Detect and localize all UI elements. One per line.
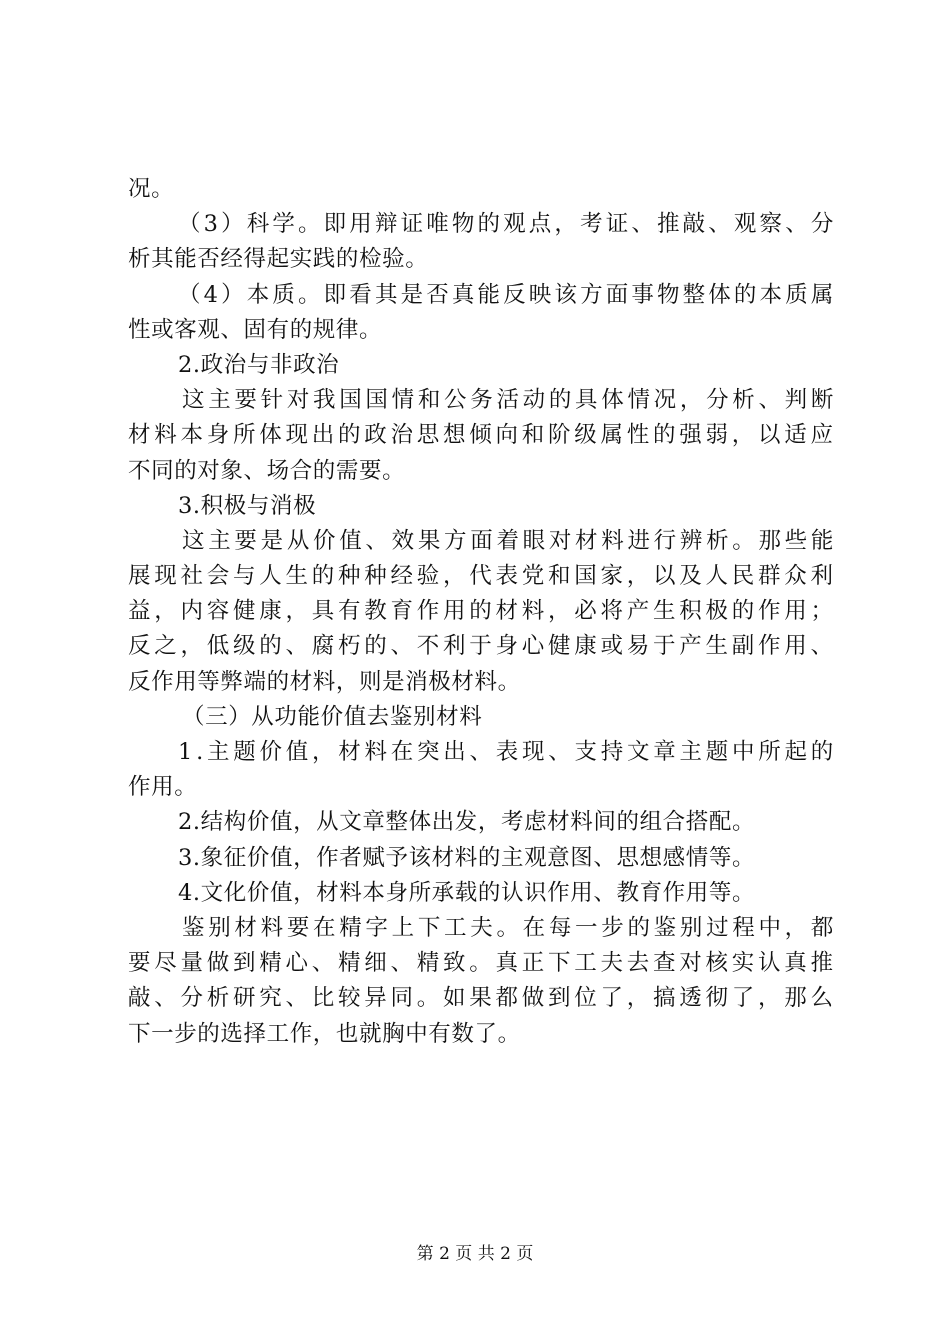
section-heading: 2.政治与非政治 bbox=[178, 351, 340, 378]
text-line: 下一步的选择工作，也就胸中有数了。 bbox=[128, 1020, 521, 1047]
text-line: 析其能否经得起实践的检验。 bbox=[128, 246, 429, 273]
section-heading: （三）从功能价值去鉴别材料 bbox=[182, 703, 483, 730]
text-line: 材 料 本 身 所 体 现 出 的 政 治 思 想 倾 向 和 阶 级 属 性 的 强 弱 ， 以 适 应 bbox=[128, 422, 834, 449]
text-line: 况。 bbox=[128, 176, 175, 202]
document-body bbox=[128, 172, 834, 1052]
text-line: 这 主 要 针 对 我 国 国 情 和 公 务 活 动 的 具 体 情 况 ， 分 析 、 判 断 bbox=[182, 387, 834, 414]
text-line: 性或客观、固有的规律。 bbox=[128, 316, 383, 343]
text-line: 鉴 别 材 料 要 在 精 字 上 下 工 夫 。 在 每 一 步 的 鉴 别 过 程 中 ， 都 bbox=[182, 914, 834, 941]
text-line: 4.文化价值，材料本身所承载的认识作用、教育作用等。 bbox=[178, 879, 756, 906]
page-footer: 第 2 页 共 2 页 bbox=[416, 1244, 534, 1264]
text-line: 敲 、 分 析 研 究 、 比 较 异 同 。 如 果 都 做 到 位 了 ， 搞 透 彻 了 ， 那 么 bbox=[128, 985, 834, 1012]
text-line: 作用。 bbox=[128, 774, 198, 801]
text-line: 展 现 社 会 与 人 生 的 种 种 经 验 ， 代 表 党 和 国 家 ， 以 及 人 民 群 众 利 bbox=[128, 563, 834, 590]
text-line: 要 尽 量 做 到 精 心 、 精 细 、 精 致 。 真 正 下 工 夫 去 查 对 核 实 认 真 推 bbox=[128, 950, 834, 977]
text-line: （ 3 ） 科 学 。 即 用 辩 证 唯 物 的 观 点 ， 考 证 、 推 敲 、 观 察 、 分 bbox=[178, 211, 834, 238]
text-line: （ 4 ） 本 质 。 即 看 其 是 否 真 能 反 映 该 方 面 事 物 整 体 的 本 质 属 bbox=[178, 281, 834, 308]
text-line: 1 . 主 题 价 值 ， 材 料 在 突 出 、 表 现 、 支 持 文 章 主 题 中 所 起 的 bbox=[178, 739, 834, 765]
text-line: 2.结构价值，从文章整体出发，考虑材料间的组合搭配。 bbox=[178, 809, 756, 836]
text-line: 反 之 ， 低 级 的 、 腐 朽 的 、 不 利 于 身 心 健 康 或 易 于 产 生 副 作 用 、 bbox=[128, 633, 834, 660]
text-line: 不同的对象、场合的需要。 bbox=[128, 457, 406, 484]
text-line: 3.象征价值，作者赋予该材料的主观意图、思想感情等。 bbox=[178, 844, 756, 871]
text-line: 这 主 要 是 从 价 值 、 效 果 方 面 着 眼 对 材 料 进 行 辨 析 。 那 些 能 bbox=[182, 527, 834, 554]
text-line: 益 ， 内 容 健 康 ， 具 有 教 育 作 用 的 材 料 ， 必 将 产 生 积 极 的 作 用 ； bbox=[128, 598, 834, 625]
section-heading: 3.积极与消极 bbox=[178, 492, 317, 519]
text-line: 反作用等弊端的材料，则是消极材料。 bbox=[128, 668, 521, 695]
